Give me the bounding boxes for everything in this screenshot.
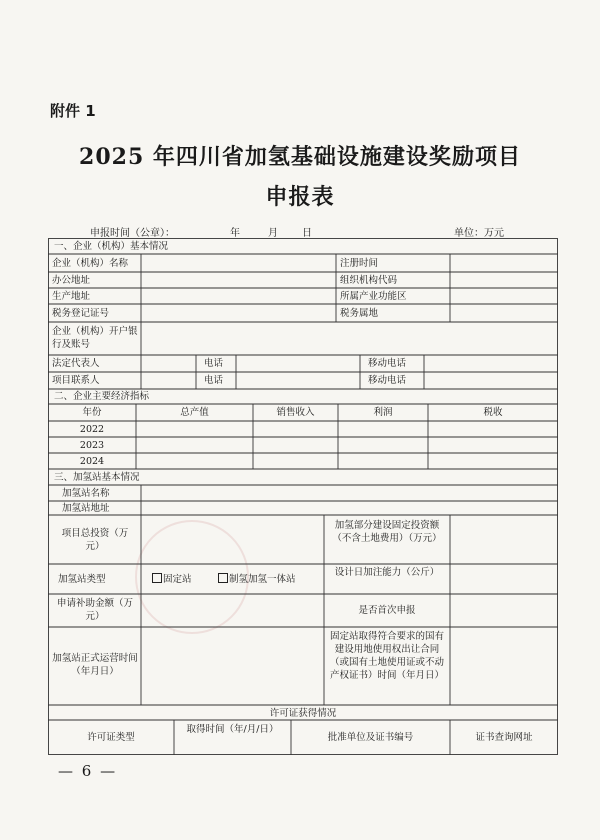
col-sales: 销售收入 (276, 407, 315, 418)
col-tax: 税收 (483, 407, 503, 418)
station-address-label: 加氢站地址 (62, 503, 110, 514)
legal-rep-mobile-label: 移动电话 (368, 358, 407, 369)
year-2023: 2023 (79, 440, 105, 451)
col-profit: 利润 (373, 407, 393, 418)
land-cert-time-label: 固定站取得符合要求的国有建设用地使用权出让合同（或国有土地使用证或不动产权证书）时间（年月日） (329, 631, 444, 681)
office-address-label: 办公地址 (52, 275, 91, 286)
legal-rep-label: 法定代表人 (52, 358, 100, 369)
section2-heading: 二、企业主要经济指标 (54, 391, 150, 402)
integrated-station-option[interactable] (218, 573, 296, 586)
production-address-label: 生产地址 (52, 291, 91, 302)
page-title: 2025 年四川省加氢基础设施建设奖励项目 (79, 144, 521, 170)
contact-phone-label: 电话 (204, 375, 224, 386)
section1-heading: 一、企业（机构）基本情况 (54, 241, 169, 252)
year-2024: 2024 (79, 456, 105, 467)
fixed-station-option[interactable] (152, 573, 192, 586)
col-year: 年份 (82, 407, 102, 418)
station-name-label: 加氢站名称 (62, 488, 110, 499)
daily-capacity-label: 设计日加注能力（公斤） (334, 567, 440, 578)
query-url-label: 证书查询网址 (475, 732, 533, 743)
application-form (48, 238, 558, 755)
year-label: 年 (230, 228, 240, 239)
subsidy-amount-label: 申请补助金额（万元） (56, 598, 133, 622)
page-subtitle: 申报表 (265, 184, 335, 210)
tax-location-label: 税务属地 (340, 308, 379, 319)
fixed-station-checkbox[interactable] (152, 573, 162, 583)
station-type-label: 加氢站类型 (58, 574, 106, 585)
contact-mobile-label: 移动电话 (368, 375, 407, 386)
contact-label: 项目联系人 (52, 375, 100, 386)
legal-rep-phone-label: 电话 (204, 358, 224, 369)
integrated-station-text: 制氢加氢一体站 (229, 574, 296, 585)
year-2022: 2022 (79, 424, 105, 435)
license-time-label: 取得时间（年/月/日） (186, 724, 279, 735)
total-investment-label: 项目总投资（万元） (61, 528, 129, 552)
industry-zone-label: 所属产业功能区 (340, 291, 407, 302)
tax-reg-label: 税务登记证号 (52, 308, 110, 319)
col-output: 总产值 (180, 407, 209, 418)
section3-heading: 三、加氢站基本情况 (54, 472, 140, 483)
license-heading: 许可证获得情况 (269, 708, 337, 719)
month-label: 月 (268, 228, 278, 239)
fixed-station-text: 固定站 (163, 574, 192, 585)
operation-time-label: 加氢站正式运营时间（年月日） (52, 653, 138, 677)
bank-account-label: 企业（机构）开户银行及账号 (52, 326, 138, 350)
page-number: — 6 — (58, 762, 118, 780)
unit-label: 单位：万元 (454, 228, 504, 239)
attachment-label: 附件 1 (50, 102, 96, 120)
reg-time-label: 注册时间 (340, 258, 379, 269)
license-type-label: 许可证类型 (87, 732, 135, 743)
day-label: 日 (302, 228, 312, 239)
first-application-label: 是否首次申报 (358, 605, 416, 616)
fixed-investment-label: 加氢部分建设固定投资额（不含土地费用）（万元） (332, 520, 442, 544)
company-name-label: 企业（机构）名称 (52, 258, 129, 269)
org-code-label: 组织机构代码 (340, 275, 398, 286)
integrated-station-checkbox[interactable] (218, 573, 228, 583)
report-time-label: 申报时间（公章）： (90, 228, 175, 239)
approval-unit-label: 批准单位及证书编号 (327, 732, 414, 743)
